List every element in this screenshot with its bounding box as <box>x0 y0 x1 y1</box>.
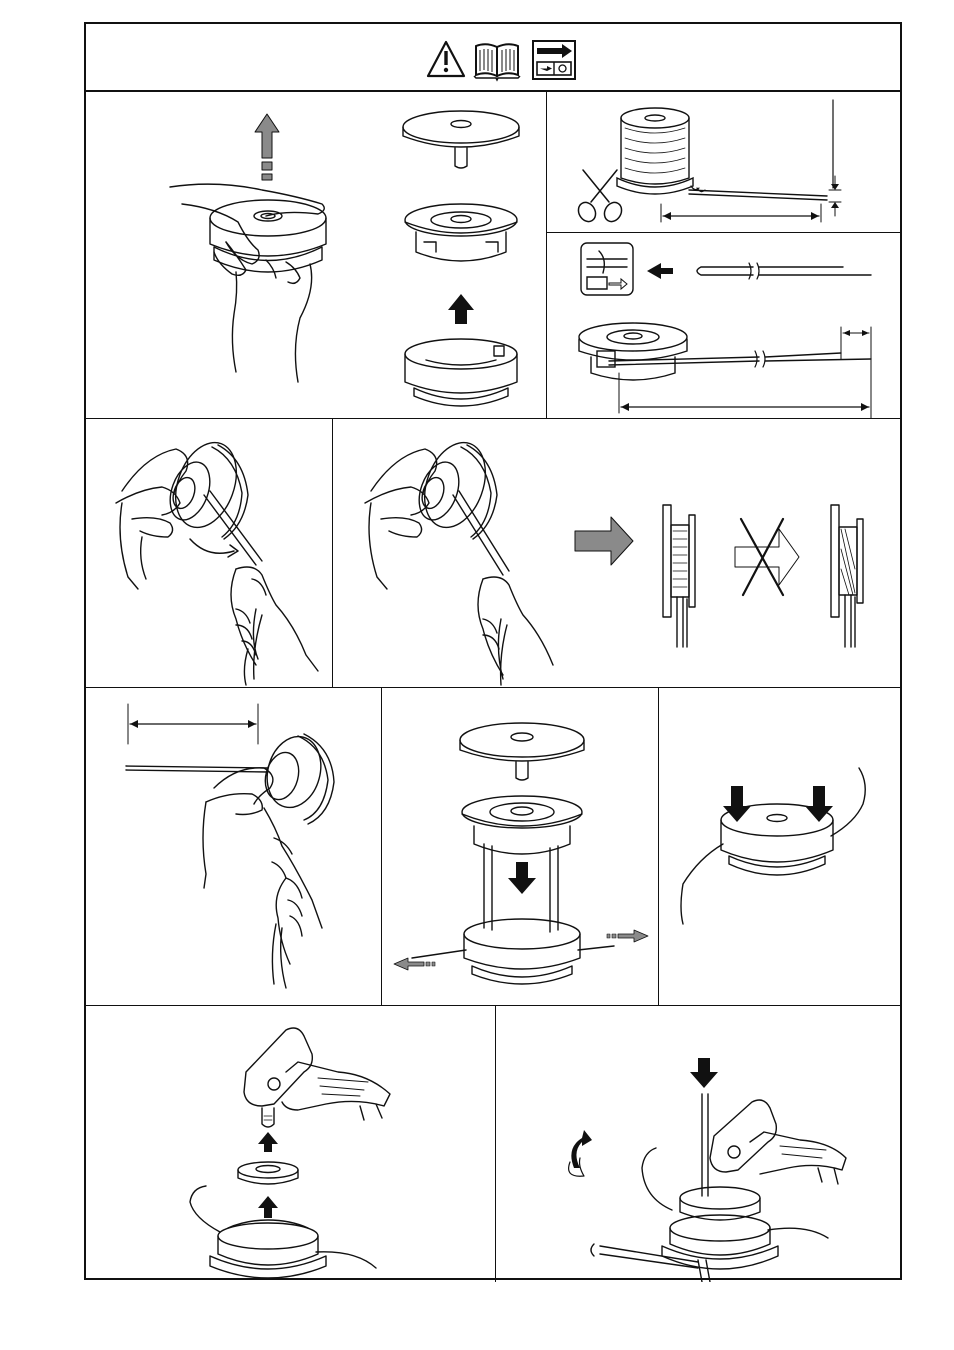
rotate-direction-arrow-icon <box>571 1130 592 1168</box>
cut-line-illustration <box>547 92 900 233</box>
pull-right-arrow-icon <box>618 930 648 942</box>
panel-remove-cover <box>86 92 547 419</box>
header-icons <box>86 24 900 92</box>
lift-up-arrow-icon <box>258 1196 278 1218</box>
push-down-arrow-icon <box>508 862 536 894</box>
panel-press-cover <box>659 688 900 1006</box>
warning-icon <box>428 42 464 76</box>
press-cover-illustration <box>659 688 900 1006</box>
press-down-arrow-icon <box>723 786 751 822</box>
exploded-cover <box>403 111 519 168</box>
line-spool <box>617 108 693 194</box>
line-length-illustration <box>86 688 382 1006</box>
manual-book-icon <box>474 44 520 80</box>
instruction-sheet <box>84 22 902 1280</box>
panel-line-length <box>86 688 382 1006</box>
rotate-direction-arrow-icon <box>190 539 234 553</box>
insert-up-arrow-icon <box>448 294 474 324</box>
length-arrow-icon <box>621 330 869 411</box>
procedure-reference-icon <box>533 41 575 79</box>
correct-spool-side <box>663 505 695 647</box>
remove-cover-illustration <box>86 92 547 419</box>
exploded-spool <box>405 204 517 261</box>
result-arrow-icon <box>575 517 633 565</box>
tighten-head-illustration <box>496 1006 900 1282</box>
panel-cut-line <box>547 92 900 233</box>
dimension-arrow-icon <box>831 184 839 208</box>
header-row <box>86 24 900 92</box>
insert-left-arrow-icon <box>647 263 673 279</box>
mount-head-illustration <box>86 1006 496 1282</box>
wind-correctly-illustration <box>333 419 900 688</box>
panel-reassemble <box>382 688 659 1006</box>
panel-wind-start <box>86 419 333 688</box>
thread-line-illustration <box>547 233 900 419</box>
gear-housing-and-guard <box>244 1028 390 1127</box>
gear-housing-and-guard <box>710 1100 846 1184</box>
reassemble-illustration <box>382 688 659 1006</box>
panel-wind-correctly <box>333 419 900 688</box>
panel-mount-head <box>86 1006 496 1282</box>
detail-inset <box>581 243 633 295</box>
panel-thread-line <box>547 233 900 419</box>
press-down-arrow-icon <box>805 786 833 822</box>
wrong-marker-icon <box>735 519 799 595</box>
incorrect-spool-side <box>831 505 863 647</box>
lift-up-arrow-icon <box>255 114 279 180</box>
pull-left-arrow-icon <box>394 958 424 970</box>
wind-start-illustration <box>86 419 333 688</box>
insert-rod-arrow-icon <box>690 1058 718 1088</box>
lift-up-arrow-icon <box>258 1132 278 1152</box>
panel-tighten-head <box>496 1006 900 1282</box>
exploded-housing <box>405 339 517 406</box>
